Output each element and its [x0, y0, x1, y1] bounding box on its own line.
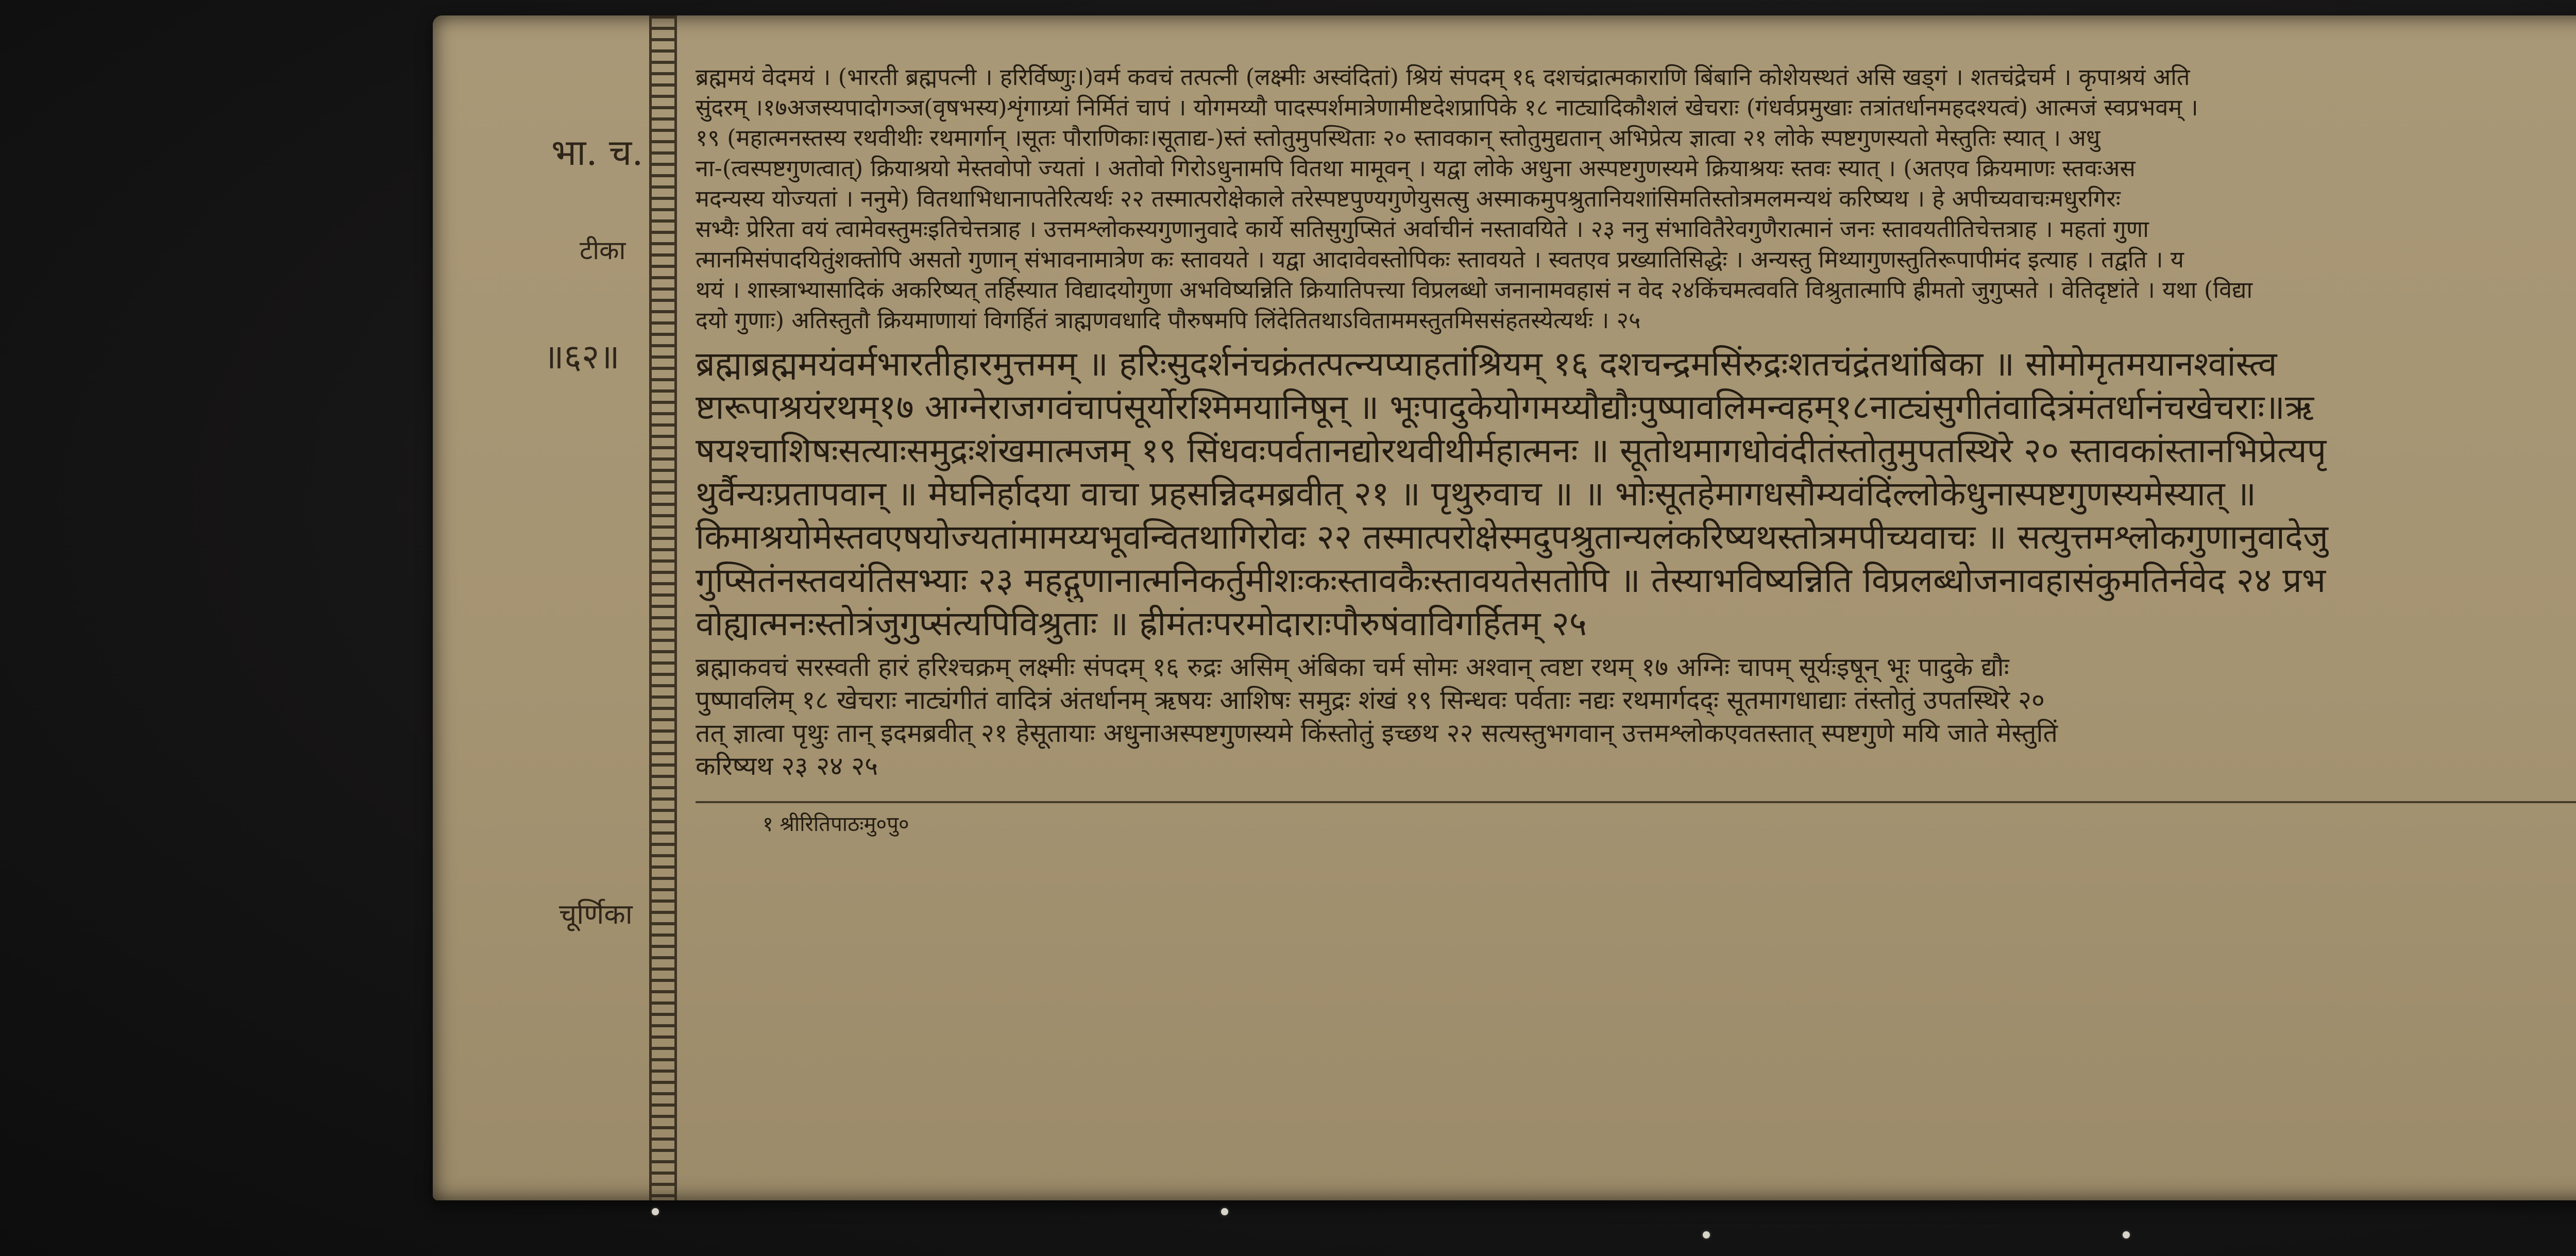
left-margin-book-label: भा. च.: [551, 131, 643, 174]
tika-line: मदन्यस्य योज्यतां । ननुमे) वितथाभिधानापतेरित्यर्थः २२ तस्मात्परोक्षेकाले तरेस्पष्टपुण्यगुणेयुसत्सु अस्माकमुपश्रुतानियशांसिमतिस्तोत्रमलमन्यथं करिष्यथ । हे अपीच्यवाचःमधुरगिरः: [696, 185, 2121, 212]
mounting-pin: [1703, 1231, 1710, 1238]
tika-line: दयो गुणाः) अतिस्तुतौ क्रियमाणायां विगर्हितं त्राह्मणवधादि पौरुषमपि लिंदेतितथाऽविताममस्तुतमिससंहतस्येत्यर्थः । २५: [696, 307, 1641, 334]
tika-line: १९ (महात्मनस्तस्य रथवीथीः रथमार्गान् ।सूतः पौराणिकाः।सूताद्य-)स्तं स्तोतुमुपस्थिताः २० स्तावकान् स्तोतुमुद्यतान् अभिप्रेत्य ज्ञात्वा २१ लोके स्पष्टगुणस्यतो मेस्तुतिः स्यात् । अधु: [696, 124, 2100, 151]
left-margin-page-number: ॥६२॥: [544, 337, 620, 377]
footnote: १ श्रीरितिपाठःमु०पु०: [762, 812, 909, 836]
verse-line: ब्रह्माब्रह्ममयंवर्मभारतीहारमुत्तमम् ॥ हरिःसुदर्शनंचक्रंतत्पत्न्यप्याहतांश्रियम् १६ दशचन्द्रमसिंरुद्रःशतचंद्रंतथांबिका ॥ सोमोमृतमयानश्वांस्त्व: [696, 344, 2277, 384]
tika-line: ब्रह्ममयं वेदमयं । (भारती ब्रह्मपत्नी । हरिर्विष्णुः।)वर्म कवचं तत्पत्नी (लक्ष्मीः अस्वंदितां) श्रियं संपदम् १६ दशचंद्रात्मकाराणि बिंबानि कोशेयस्थतं असि खड्गं । शतचंद्रेचर्म । कृपाश्रयं अति: [696, 63, 2190, 91]
verse-line: थुर्वैन्यःप्रतापवान् ॥ मेघनिर्हादया वाचा प्रहसन्निदमब्रवीत् २१ ॥ पृथुरुवाच ॥ ॥ भोःसूतहेमागधसौम्यवंदिंल्लोकेधुनास्पष्टगुणस्यमेस्यात् ॥: [696, 474, 2257, 514]
left-ornamental-border: [649, 15, 677, 1200]
main-text-column: [696, 62, 2576, 842]
churnika-line: तत् ज्ञात्वा पृथुः तान् इदमब्रवीत् २१ हेसूतायाः अधुनाअस्पष्टगुणस्यमे किंस्तोतुं इच्छथ २२ सत्यस्तुभगवान् उत्तमश्लोकएवतस्तात् स्पष्टगुणे मयि जाते मेस्तुतिं: [696, 718, 2058, 748]
mula-verses: [696, 343, 2576, 646]
manuscript-page: [433, 15, 2576, 1200]
tika-line: सुंदरम् ।१७अजस्यपादोगञ्ज(वृषभस्य)शृंगाग्र्यां निर्मितं चापं । योगमय्यौ पादस्पर्शमात्रेणामीष्टदेशप्रापिके १८ नाट्यादिकौशलं खेचराः (गंधर्वप्रमुखाः तत्रांतर्धानमहदश्यत्वं) आत्मजं स्वप्रभवम् ।: [696, 94, 2198, 121]
verse-line: ष्टारूपाश्रयंरथम्१७ आग्नेराजगवंचापंसूर्योरश्मिमयानिषून् ॥ भूःपादुकेयोगमय्यौद्यौःपुष्पावलिमन्वहम्१८नाट्यंसुगीतंवादित्रंमंतर्धानंचखेचराः॥ऋ: [696, 387, 2314, 427]
churnika-line: पुष्पावलिम् १८ खेचराः नाट्यंगीतं वादित्रं अंतर्धानम् ऋषयः आशिषः समुद्रः शंखं १९ सिन्धवः पर्वताः नद्यः रथमार्गदद्ः सूतमागधाद्याः तंस्तोतुं उपतस्थिरे २०: [696, 685, 2045, 715]
verse-line: षयश्चाशिषःसत्याःसमुद्रःशंखमात्मजम् १९ सिंधवःपर्वतानद्योरथवीथीर्महात्मनः ॥ सूतोथमागधोवंदीतंस्तोतुमुपतस्थिरे २० स्तावकांस्तानभिप्रेत्यपृ: [696, 431, 2327, 470]
left-margin-tika-label: टीका: [580, 235, 626, 265]
tika-line: सभ्यैः प्रेरिता वयं त्वामेवस्तुमःइतिचेत्तत्राह । उत्तमश्लोकस्यगुणानुवादे कार्ये सतिसुगुप्सितं अर्वाचीनं नस्तावयिते । २३ ननु संभावितैरेवगुणैरात्मानं जनः स्तावयतीतिचेत्तत्राह । महतां गुणा: [696, 215, 2149, 243]
churnika-prose: [696, 651, 2576, 783]
tika-line: त्मानमिसंपादयितुंशक्तोपि असतो गुणान् संभावनामात्रेण कः स्तावयते । यद्वा आदावेवस्तोपिकः स्तावयते । स्वतएव प्रख्यातिसिद्धेः । अन्यस्तु मिथ्यागुणस्तुतिरूपापीमंद इत्याह । तद्वति । य: [696, 246, 2184, 273]
verse-line: किमाश्रयोमेस्तवएषयोज्यतांमामय्यभूवन्वितथागिरोवः २२ तस्मात्परोक्षेस्मदुपश्रुतान्यलंकरिष्यथस्तोत्रमपीच्यवाचः ॥ सत्युत्तमश्लोकगुणानुवादेजु: [696, 517, 2329, 557]
mounting-pin: [2123, 1231, 2130, 1238]
mounting-pin: [1221, 1208, 1228, 1215]
footnote-rule: [696, 801, 2576, 803]
tika-line: ना-(त्वस्पष्टगुणत्वात्) क्रियाश्रयो मेस्तवोपो ज्यतां । अतोवो गिरोऽधुनामपि वितथा मामूवन् । यद्वा लोके अधुना अस्पष्टगुणस्यमे क्रियाश्रयः स्तवः स्यात् । (अतएव क्रियमाणः स्तवःअस: [696, 155, 2136, 182]
tika-line: थयं । शास्त्राभ्यासादिकं अकरिष्यत् तर्हिस्यात विद्यादयोगुणा अभविष्यन्निति क्रियातिपत्त्या विप्रलब्धो जनानामवहासं न वेद २४किंचमत्ववति विश्रुतात्मापि ह्रीमतो जुगुप्सते । वेतिदृष्टांते । यथा (विद्या: [696, 276, 2253, 303]
verse-line: वोह्यात्मनःस्तोत्रंजुगुप्संत्यपिविश्रुताः ॥ ह्रीमंतःपरमोदाराःपौरुषंवाविगर्हितम् २५: [696, 604, 1587, 643]
left-margin-churnika-label: चूर्णिका: [559, 898, 633, 930]
churnika-line: करिष्यथ २३ २४ २५: [696, 751, 878, 781]
verse-line: गुप्सितंनस्तवयंतिसभ्याः २३ महद्गुणानात्मनिकर्तुमीशःकःस्तावकैःस्तावयतेसतोपि ॥ तेस्याभविष्यन्निति विप्रलब्धोजनावहासंकुमतिर्नवेद २४ प्रभ: [696, 561, 2326, 600]
churnika-line: ब्रह्माकवचं सरस्वती हारं हरिश्चक्रम् लक्ष्मीः संपदम् १६ रुद्रः असिम् अंबिका चर्म सोमः अश्वान् त्वष्टा रथम् १७ अग्निः चापम् सूर्यःइषून् भूः पादुके द्यौः: [696, 652, 2009, 682]
tika-commentary: [696, 62, 2576, 335]
mounting-pin: [652, 1208, 659, 1215]
